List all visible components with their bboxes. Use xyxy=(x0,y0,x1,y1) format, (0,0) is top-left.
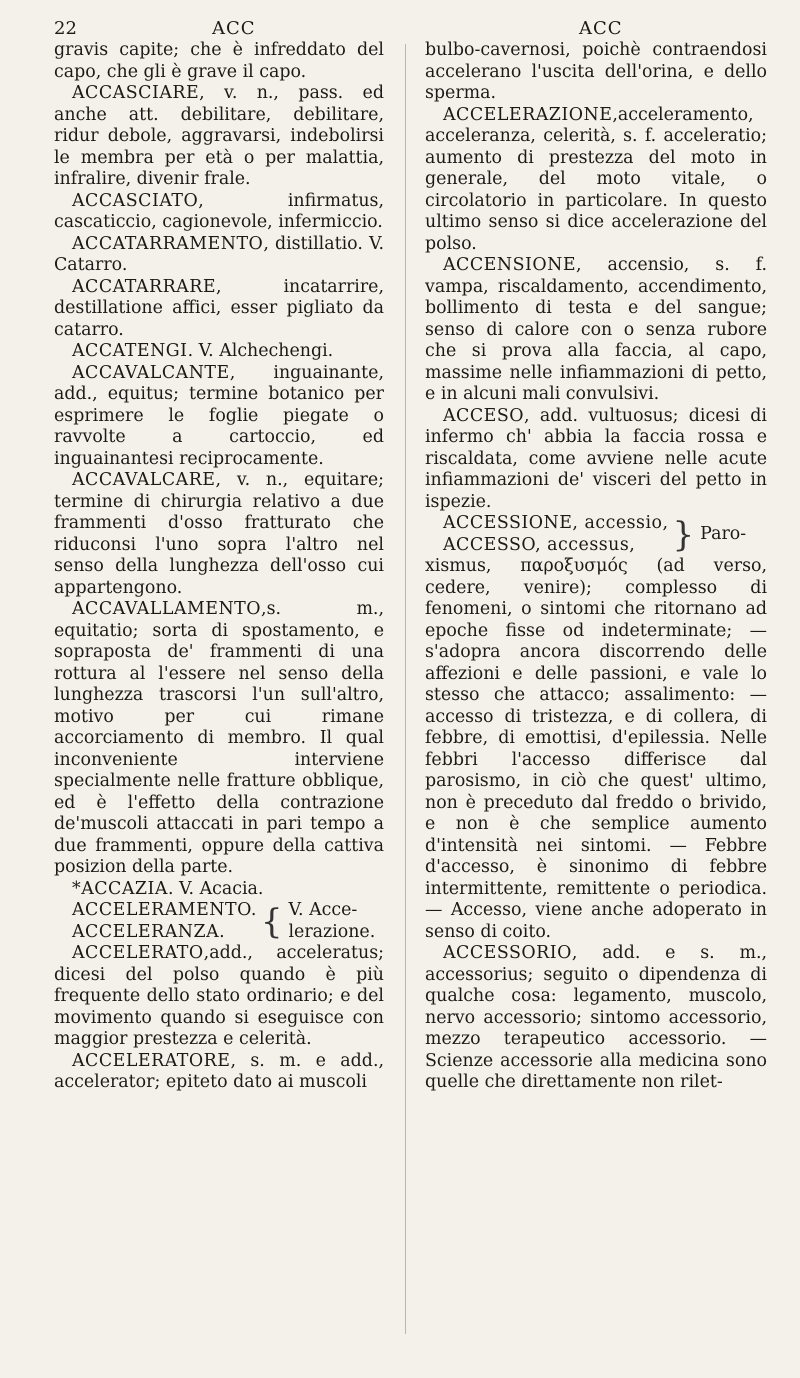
entry-accatarrare: ACCATARRARE, incatarrire, destillatione affici, esser pigliato da catarro. xyxy=(54,276,384,340)
entry-accasciare: ACCASCIARE, v. n., pass. ed anche att. debilitare, debilitare, ridur debole, aggravarsi, indebolirsi le membra per età o per malattia, infralire, divenir frale. xyxy=(54,83,384,189)
entry-continuation: gravis capite; che è infreddato del capo, che gli è grave il capo. xyxy=(54,40,384,82)
entry-accessione-body: xismus, παροξυσμός (ad verso, cedere, venire); complesso di fenomeni, o sintomi che ritornano ad epoche fisse od indeterminate; — s'adopra ancora discorrendo delle affezioni e delle passioni, e vale lo stesso che attacco; assalimento: — accesso di tristezza, e di collera, di febbre, di emottisi, d'epilessia. Nelle febbri l'accesso differisce dal parosismo, in ciò che quest' ultimo, non è preceduto dal freddo o brivido, e non è che semplice aumento d'intensità nei sintomi. — Febbre d'accesso, è sinonimo di febbre intermittente, remittente o periodica. — Accesso, viene anche adoperato in senso di coito. xyxy=(425,556,767,942)
entry-continuation: bulbo-cavernosi, poichè contraendosi accelerano l'uscita dell'orina, e dello sperma. xyxy=(425,40,767,103)
entry-accazia: *ACCAZIA. V. Acacia. xyxy=(72,878,264,899)
entry-acceleramento-group xyxy=(54,900,384,943)
entry-accasciato: ACCASCIATO, infirmatus, cascaticcio, cagionevole, infermiccio. xyxy=(54,190,384,232)
page-number: 22 xyxy=(54,18,77,39)
headword-acceleranza: ACCELERANZA. xyxy=(72,921,226,942)
cross-reference-bottom: lerazione. xyxy=(288,921,376,942)
headword-accesso: ACCESSO, accessus, xyxy=(443,534,636,555)
entry-accessorio: ACCESSORIO, add. e s. m., accessorius; seguito o dipendenza di qualche cosa: legamento, muscolo, nervo accessorio; sintomo accessorio, mezzo terapeutico accessorio. — Scienze accessorie alla medicina sono quelle che direttamente non rilet- xyxy=(425,943,767,1092)
headword-acceleramento: ACCELERAMENTO. xyxy=(72,900,257,920)
entry-acceso: ACCESO, add. vultuosus; dicesi di infermo ch' abbia la faccia rossa e riscaldata, come avviene nelle acute infiammazioni de' visceri del petto in ispezie. xyxy=(425,405,767,512)
right-running-head: ACC xyxy=(579,18,623,39)
right-column xyxy=(425,40,767,1094)
cross-reference: Paro- xyxy=(700,523,747,544)
brace-symbol: { xyxy=(260,901,283,942)
left-column xyxy=(54,40,384,1094)
entry-accelerato: ACCELERATO,add., acceleratus; dicesi del polso quando è più frequente dello stato ordinario; e del movimento quando si eseguisce con maggior prestezza e celerità. xyxy=(54,943,384,1049)
brace-symbol: } xyxy=(672,514,695,555)
cross-reference-top: V. Acce- xyxy=(288,900,358,920)
headword-accessione: ACCESSIONE, accessio, xyxy=(443,513,669,533)
entry-acceleratore: ACCELERATORE, s. m. e add., accelerator; epiteto dato ai muscoli xyxy=(54,1050,384,1092)
entry-accatengi: ACCATENGI. V. Alchechengi. xyxy=(72,341,334,361)
entry-accatarramento: ACCATARRAMENTO, distillatio. V. Catarro. xyxy=(54,233,384,275)
entry-accavalcante: ACCAVALCANTE, inguainante, add., equitus; termine botanico per esprimere le foglie piegate o ravvolte a cartoccio, ed inguainantesi reciprocamente. xyxy=(54,362,384,469)
entry-accensione: ACCENSIONE, accensio, s. f. vampa, riscaldamento, accendimento, bollimento di testa e del sangue; senso di calore con o senza rubore che si prova alla faccia, al capo, massime nelle infiammazioni di petto, e in alcuni mali convulsivi. xyxy=(425,255,767,404)
entry-accelerazione: ACCELERAZIONE,acceleramento, acceleranza, celerità, s. f. acceleratio; aumento di prestezza del moto in generale, del moto vitale, o circolatorio in particolare. In questo ultimo senso si dice accelerazione del polso. xyxy=(425,104,767,254)
entry-accessione-group xyxy=(425,513,767,556)
entry-accavallamento: ACCAVALLAMENTO,s. m., equitatio; sorta di spostamento, e sopraposta de' frammenti di una rottura al l'essere nel senso della lunghezza trascorsi l'un sull'altro, motivo per cui rimane accorciamento di membro. Il qual inconveniente interviene specialmente nelle fratture obblique, ed è l'effetto della contrazione de'muscoli attaccati in pari tempo a due frammenti, oppure della cattiva posizion della parte. xyxy=(54,599,384,877)
column-divider xyxy=(405,44,406,1334)
page-header xyxy=(0,14,800,42)
left-running-head: ACC xyxy=(212,18,256,39)
entry-accavalcare: ACCAVALCARE, v. n., equitare; termine di chirurgia relativo a due frammenti d'osso fratturato che riduconsi l'uno sopra l'altro nel senso della lunghezza dell'osso cui appartengono. xyxy=(54,470,384,598)
